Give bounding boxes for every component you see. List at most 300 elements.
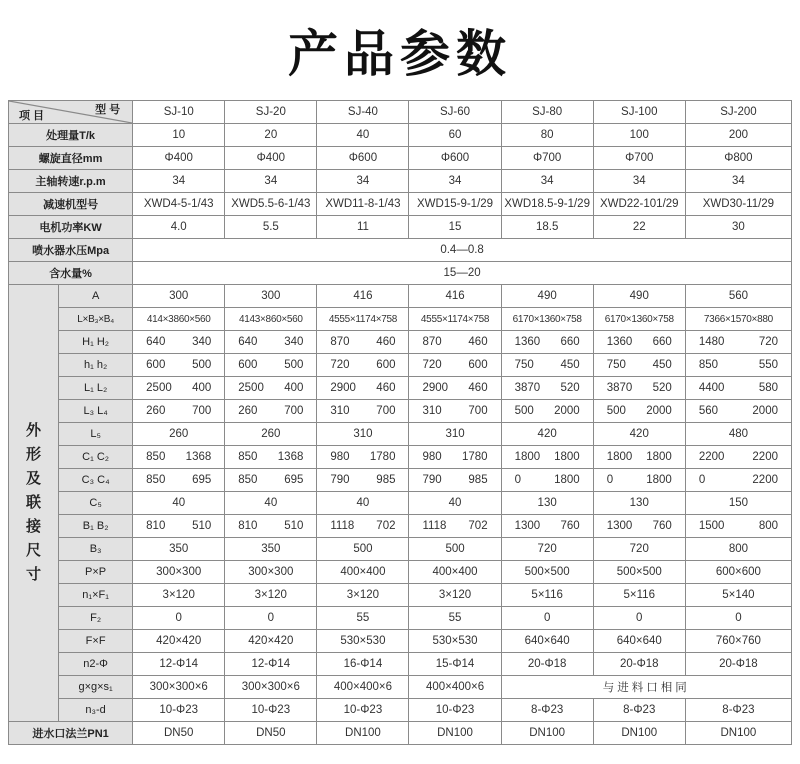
- table-cell: [593, 331, 685, 354]
- table-cell: 34: [225, 170, 317, 193]
- dimension-row: [9, 515, 792, 538]
- pair-value: 720: [422, 359, 442, 371]
- dimension-label: P×P: [59, 561, 133, 584]
- table-cell: Φ400: [225, 147, 317, 170]
- value-pair: [225, 382, 316, 394]
- table-cell: [593, 377, 685, 400]
- pair-value: 0: [698, 474, 706, 486]
- value-pair: [502, 359, 593, 371]
- pair-value: 340: [284, 336, 304, 348]
- pair-value: 560: [698, 405, 718, 417]
- pair-value: 4400: [698, 382, 725, 394]
- table-cell: 4555×1174×758: [409, 308, 501, 331]
- table-cell: 300×300: [133, 561, 225, 584]
- table-cell: 40: [317, 492, 409, 515]
- value-pair: [686, 336, 791, 348]
- pair-value: 1360: [514, 336, 541, 348]
- table-cell: [685, 331, 791, 354]
- pair-value: 500: [192, 359, 212, 371]
- dimension-label: L₅: [59, 423, 133, 446]
- dimension-label: B₃: [59, 538, 133, 561]
- table-cell: [593, 446, 685, 469]
- table-cell: [317, 400, 409, 423]
- table-cell: 0: [225, 607, 317, 630]
- value-pair: [133, 336, 224, 348]
- table-cell: [409, 400, 501, 423]
- pair-value: 340: [192, 336, 212, 348]
- pair-value: 810: [238, 520, 258, 532]
- table-cell: 5×140: [685, 584, 791, 607]
- value-pair: [317, 474, 408, 486]
- table-cell: 10-Φ23: [409, 699, 501, 722]
- table-cell: [501, 331, 593, 354]
- table-cell: [225, 446, 317, 469]
- model-header-cell: SJ-80: [501, 101, 593, 124]
- value-pair: [686, 405, 791, 417]
- pair-value: 695: [192, 474, 212, 486]
- table-cell: 40: [225, 492, 317, 515]
- table-cell: XWD22-101/29: [593, 193, 685, 216]
- table-cell: [225, 400, 317, 423]
- pair-value: 2000: [554, 405, 580, 417]
- value-pair: [502, 382, 593, 394]
- dimension-label: B₁ B₂: [59, 515, 133, 538]
- row-label: 喷水器水压Mpa: [9, 239, 133, 262]
- table-cell: [685, 446, 791, 469]
- value-pair: [317, 336, 408, 348]
- table-cell: [133, 446, 225, 469]
- table-cell: 4143×860×560: [225, 308, 317, 331]
- pair-value: 600: [238, 359, 258, 371]
- page-title: 产品参数: [288, 25, 512, 83]
- table-cell: [685, 354, 791, 377]
- table-cell: 400×400×6: [409, 676, 501, 699]
- table-cell: 720: [501, 538, 593, 561]
- pair-value: 980: [330, 451, 350, 463]
- table-cell: 10-Φ23: [317, 699, 409, 722]
- pair-value: 500: [284, 359, 304, 371]
- value-pair: [594, 520, 685, 532]
- value-pair: [594, 336, 685, 348]
- value-pair: [594, 405, 685, 417]
- value-pair: [133, 382, 224, 394]
- pair-value: 1118: [422, 520, 447, 532]
- table-cell: [225, 377, 317, 400]
- table-cell: 720: [593, 538, 685, 561]
- pair-value: 1500: [698, 520, 725, 532]
- dimension-label: C₃ C₄: [59, 469, 133, 492]
- pair-value: 1368: [185, 451, 212, 463]
- table-cell: [593, 469, 685, 492]
- pair-value: 460: [376, 382, 396, 394]
- dimension-label: L×B₃×B₄: [59, 308, 133, 331]
- table-cell: 55: [317, 607, 409, 630]
- table-cell: [593, 515, 685, 538]
- table-cell: DN100: [317, 722, 409, 745]
- pair-value: 600: [376, 359, 396, 371]
- pair-value: 520: [652, 382, 672, 394]
- pair-value: 400: [192, 382, 212, 394]
- table-cell: [409, 377, 501, 400]
- pair-value: 640: [146, 336, 166, 348]
- table-cell: 16-Φ14: [317, 653, 409, 676]
- pair-value: 450: [652, 359, 672, 371]
- table-cell: 600×600: [685, 561, 791, 584]
- value-pair: [409, 451, 500, 463]
- table-cell: [133, 469, 225, 492]
- pair-value: 660: [652, 336, 672, 348]
- table-cell: 260: [133, 423, 225, 446]
- table-cell: [593, 400, 685, 423]
- value-pair: [409, 474, 500, 486]
- pair-value: 660: [560, 336, 580, 348]
- value-pair: [409, 359, 500, 371]
- value-pair: [133, 451, 224, 463]
- dimension-row: [9, 561, 792, 584]
- table-cell: 6170×1360×758: [593, 308, 685, 331]
- value-pair: [409, 336, 500, 348]
- table-cell: 420: [593, 423, 685, 446]
- value-pair: [686, 451, 791, 463]
- table-cell: 6170×1360×758: [501, 308, 593, 331]
- table-cell: [133, 331, 225, 354]
- table-cell: 100: [593, 124, 685, 147]
- spec-row: [9, 124, 792, 147]
- dimension-row: [9, 285, 792, 308]
- table-cell: Φ700: [593, 147, 685, 170]
- value-pair: [133, 359, 224, 371]
- table-cell: 480: [685, 423, 791, 446]
- row-label: 进水口法兰PN1: [9, 722, 133, 745]
- table-cell: [133, 400, 225, 423]
- table-cell: [501, 469, 593, 492]
- table-cell: [409, 515, 501, 538]
- value-pair: [133, 520, 224, 532]
- table-cell: [593, 354, 685, 377]
- pair-value: 980: [422, 451, 442, 463]
- table-cell: DN100: [593, 722, 685, 745]
- pair-value: 1118: [330, 520, 355, 532]
- pair-value: 1800: [606, 451, 633, 463]
- pair-value: 985: [376, 474, 396, 486]
- pair-value: 0: [606, 474, 614, 486]
- pair-value: 2200: [752, 474, 778, 486]
- table-cell: XWD4-5-1/43: [133, 193, 225, 216]
- table-cell: 20-Φ18: [593, 653, 685, 676]
- value-pair: [225, 474, 316, 486]
- pair-value: 400: [284, 382, 304, 394]
- table-cell: 34: [133, 170, 225, 193]
- pair-value: 2000: [752, 405, 778, 417]
- table-cell: Φ600: [317, 147, 409, 170]
- table-cell: 500×500: [501, 561, 593, 584]
- pair-value: 702: [376, 520, 396, 532]
- value-pair: [502, 336, 593, 348]
- dimension-label: H₁ H₂: [59, 331, 133, 354]
- model-header-cell: SJ-100: [593, 101, 685, 124]
- value-pair: [133, 405, 224, 417]
- pair-value: 720: [330, 359, 350, 371]
- pair-value: 510: [284, 520, 304, 532]
- spec-row: [9, 216, 792, 239]
- dimension-row: [9, 331, 792, 354]
- pair-value: 310: [330, 405, 350, 417]
- table-cell: 60: [409, 124, 501, 147]
- value-pair: [594, 474, 685, 486]
- pair-value: 1368: [277, 451, 304, 463]
- table-cell: 5×116: [501, 584, 593, 607]
- table-cell: 3×120: [317, 584, 409, 607]
- table-cell: [501, 377, 593, 400]
- dimension-row: [9, 400, 792, 423]
- table-cell: [225, 515, 317, 538]
- table-cell: 34: [409, 170, 501, 193]
- table-cell: 15-Φ14: [409, 653, 501, 676]
- value-pair: [502, 474, 593, 486]
- dimension-label: g×g×s₁: [59, 676, 133, 699]
- value-pair: [225, 451, 316, 463]
- table-cell: 3×120: [225, 584, 317, 607]
- merged-note-cell: 与进料口相同: [501, 676, 791, 699]
- table-cell: 350: [133, 538, 225, 561]
- model-header-cell: SJ-200: [685, 101, 791, 124]
- spec-row: [9, 170, 792, 193]
- pair-value: 640: [238, 336, 258, 348]
- pair-value: 2200: [752, 451, 778, 463]
- dimension-label: n2-Φ: [59, 653, 133, 676]
- pair-value: 850: [146, 474, 166, 486]
- dimension-row: [9, 538, 792, 561]
- pair-value: 550: [758, 359, 778, 371]
- value-pair: [225, 405, 316, 417]
- table-cell: 530×530: [409, 630, 501, 653]
- pair-value: 700: [376, 405, 396, 417]
- table-cell: 416: [409, 285, 501, 308]
- table-cell: DN50: [133, 722, 225, 745]
- table-cell: 20-Φ18: [501, 653, 593, 676]
- pair-value: 1360: [606, 336, 633, 348]
- pair-value: 700: [468, 405, 488, 417]
- table-cell: 40: [317, 124, 409, 147]
- table-cell: 500×500: [593, 561, 685, 584]
- corner-label-model: 型 号: [95, 104, 121, 116]
- table-cell: 10-Φ23: [133, 699, 225, 722]
- pair-value: 700: [284, 405, 304, 417]
- row-label: 主轴转速r.p.m: [9, 170, 133, 193]
- table-cell: 400×400: [317, 561, 409, 584]
- value-pair: [686, 382, 791, 394]
- table-cell: 416: [317, 285, 409, 308]
- value-pair: [225, 359, 316, 371]
- table-cell: 5×116: [593, 584, 685, 607]
- pair-value: 500: [606, 405, 626, 417]
- dimension-label: n₁×F₁: [59, 584, 133, 607]
- spec-table: [8, 100, 792, 745]
- value-pair: [317, 382, 408, 394]
- pair-value: 1480: [698, 336, 725, 348]
- pair-value: 985: [468, 474, 488, 486]
- table-cell: [317, 331, 409, 354]
- table-cell: 40: [133, 492, 225, 515]
- value-pair: [594, 359, 685, 371]
- table-cell: 55: [409, 607, 501, 630]
- table-cell: 18.5: [501, 216, 593, 239]
- dimension-label: h₁ h₂: [59, 354, 133, 377]
- table-cell: [501, 446, 593, 469]
- table-cell: 300×300×6: [133, 676, 225, 699]
- table-cell: 640×640: [593, 630, 685, 653]
- table-cell: 10: [133, 124, 225, 147]
- pair-value: 3870: [606, 382, 633, 394]
- table-cell: XWD11-8-1/43: [317, 193, 409, 216]
- table-cell: 800: [685, 538, 791, 561]
- pair-value: 2900: [330, 382, 356, 394]
- value-pair: [317, 451, 408, 463]
- table-cell: [409, 354, 501, 377]
- pair-value: 800: [758, 520, 778, 532]
- table-cell: 400×400: [409, 561, 501, 584]
- table-cell: 500: [409, 538, 501, 561]
- pair-value: 700: [192, 405, 212, 417]
- table-cell: [685, 515, 791, 538]
- table-cell: 130: [593, 492, 685, 515]
- table-cell: 200: [685, 124, 791, 147]
- pair-value: 520: [560, 382, 580, 394]
- pair-value: 310: [422, 405, 442, 417]
- table-cell: 260: [225, 423, 317, 446]
- row-label: 减速机型号: [9, 193, 133, 216]
- value-pair: [409, 520, 500, 532]
- table-cell: 3×120: [409, 584, 501, 607]
- table-cell: [225, 331, 317, 354]
- table-cell: DN100: [501, 722, 593, 745]
- spec-row: [9, 722, 792, 745]
- table-cell: 414×3860×560: [133, 308, 225, 331]
- pair-value: 450: [560, 359, 580, 371]
- table-cell: 0: [593, 607, 685, 630]
- table-cell: Φ400: [133, 147, 225, 170]
- merged-value-cell: 0.4—0.8: [133, 239, 792, 262]
- table-cell: [317, 354, 409, 377]
- pair-value: 2900: [422, 382, 449, 394]
- value-pair: [686, 359, 791, 371]
- value-pair: [502, 405, 593, 417]
- table-cell: [225, 354, 317, 377]
- dimension-label: F₂: [59, 607, 133, 630]
- table-cell: 420×420: [225, 630, 317, 653]
- table-cell: 500: [317, 538, 409, 561]
- table-cell: 640×640: [501, 630, 593, 653]
- pair-value: 750: [606, 359, 626, 371]
- table-cell: 150: [685, 492, 791, 515]
- pair-value: 1800: [646, 474, 672, 486]
- dimension-label: L₁ L₂: [59, 377, 133, 400]
- table-cell: 10-Φ23: [225, 699, 317, 722]
- dimension-row: [9, 354, 792, 377]
- model-header-cell: SJ-20: [225, 101, 317, 124]
- pair-value: 600: [468, 359, 488, 371]
- value-pair: [502, 520, 593, 532]
- table-cell: 4.0: [133, 216, 225, 239]
- value-pair: [409, 405, 500, 417]
- dimension-row: [9, 630, 792, 653]
- table-cell: 15: [409, 216, 501, 239]
- pair-value: 850: [698, 359, 718, 371]
- value-pair: [686, 474, 791, 486]
- dimension-row: [9, 308, 792, 331]
- pair-value: 850: [238, 474, 258, 486]
- value-pair: [502, 451, 593, 463]
- table-cell: Φ700: [501, 147, 593, 170]
- dimension-label: F×F: [59, 630, 133, 653]
- value-pair: [686, 520, 791, 532]
- table-cell: 12-Φ14: [225, 653, 317, 676]
- value-pair: [317, 405, 408, 417]
- pair-value: 1780: [369, 451, 396, 463]
- table-cell: 0: [685, 607, 791, 630]
- table-cell: 34: [593, 170, 685, 193]
- dimension-label: L₃ L₄: [59, 400, 133, 423]
- dimension-row: [9, 584, 792, 607]
- table-cell: 20: [225, 124, 317, 147]
- table-cell: [501, 515, 593, 538]
- pair-value: 810: [146, 520, 166, 532]
- value-pair: [409, 382, 500, 394]
- table-cell: [317, 469, 409, 492]
- dimension-label: A: [59, 285, 133, 308]
- table-cell: 4555×1174×758: [317, 308, 409, 331]
- table-cell: DN50: [225, 722, 317, 745]
- table-cell: 560: [685, 285, 791, 308]
- pair-value: 760: [560, 520, 580, 532]
- pair-value: 460: [468, 382, 488, 394]
- pair-value: 1800: [514, 451, 541, 463]
- value-pair: [225, 336, 316, 348]
- pair-value: 790: [422, 474, 442, 486]
- table-cell: 490: [501, 285, 593, 308]
- table-cell: [133, 377, 225, 400]
- table-cell: DN100: [685, 722, 791, 745]
- table-cell: 7366×1570×880: [685, 308, 791, 331]
- dimension-row: [9, 492, 792, 515]
- dimension-label: n₃-d: [59, 699, 133, 722]
- table-cell: XWD30-11/29: [685, 193, 791, 216]
- table-cell: 5.5: [225, 216, 317, 239]
- corner-label-item: 项 目: [19, 110, 45, 122]
- table-cell: 8-Φ23: [501, 699, 593, 722]
- pair-value: 460: [376, 336, 396, 348]
- pair-value: 600: [146, 359, 166, 371]
- table-cell: [225, 469, 317, 492]
- spec-row: [9, 147, 792, 170]
- corner-header-cell: [9, 101, 133, 124]
- pair-value: 750: [514, 359, 534, 371]
- value-pair: [317, 520, 408, 532]
- row-label: 电机功率KW: [9, 216, 133, 239]
- table-cell: 130: [501, 492, 593, 515]
- model-header-cell: SJ-10: [133, 101, 225, 124]
- pair-value: 510: [192, 520, 212, 532]
- table-cell: Φ800: [685, 147, 791, 170]
- table-cell: [317, 515, 409, 538]
- header-row: [9, 101, 792, 124]
- table-cell: 350: [225, 538, 317, 561]
- dimension-row: [9, 607, 792, 630]
- dimension-row: [9, 469, 792, 492]
- table-cell: [685, 400, 791, 423]
- pair-value: 850: [238, 451, 258, 463]
- table-cell: [501, 400, 593, 423]
